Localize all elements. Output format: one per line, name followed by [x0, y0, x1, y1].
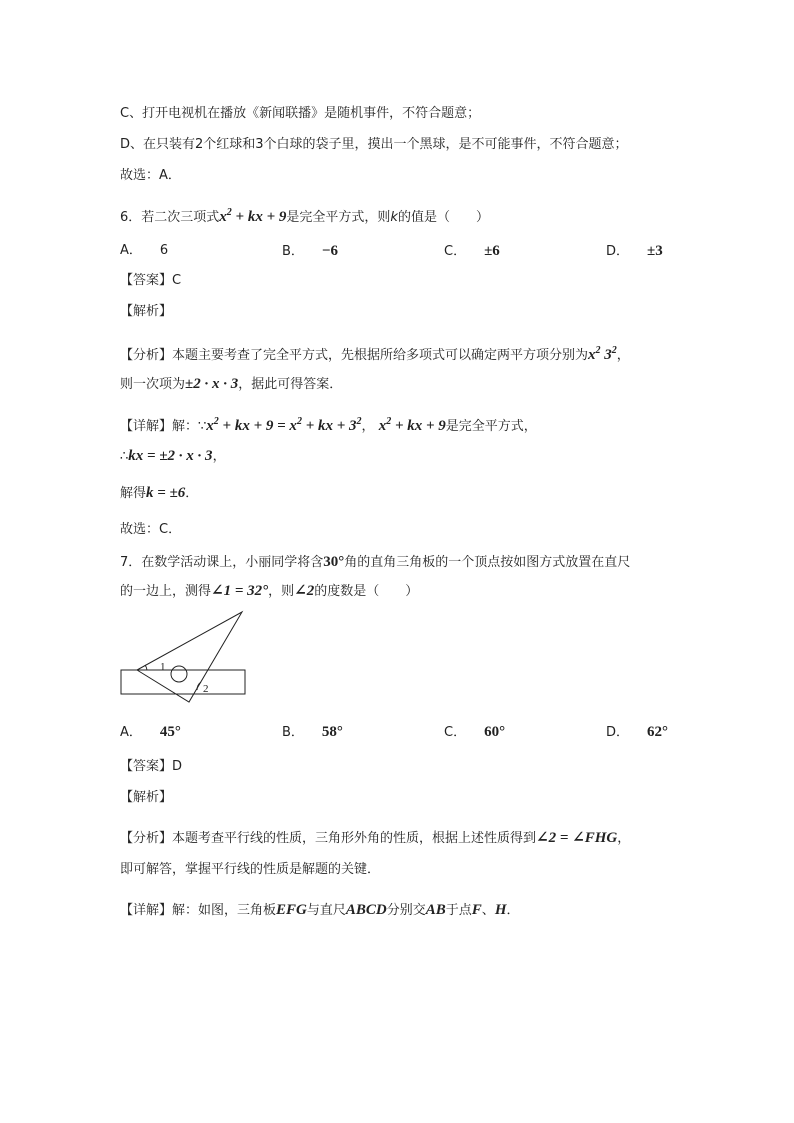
line-choose-a: 故选：A． [120, 168, 181, 183]
q6-therefore: ∴kx = ±2 · x · 3， [120, 448, 226, 464]
set-square [137, 612, 242, 702]
angle-2-label: 2 [203, 683, 209, 695]
set-square-hole [171, 666, 187, 682]
q6-detail: 【详解】解：$\because x^2$ + kx + $9 = x^2$ + kx + $3^2$， $x^2$ + kx + 9是完全平方式， [120, 416, 537, 434]
q7-analysis-head: 【解析】 [120, 790, 173, 805]
line-option-c: C、打开电视机在播放《新闻联播》是随机事件，不符合题意； [120, 106, 481, 121]
q7-detail: 【详解】解：如图，三角板EFG与直尺ABCD分别交AB于点F、H． [120, 902, 520, 918]
math-expr: $x^2$ + kx + 9 [219, 207, 287, 225]
angle-1-arc [145, 665, 147, 670]
q7-stem-1: 7．在数学活动课上，小丽同学将含30°角的直角三角板的一个顶点按如图方式放置在直尺 [120, 554, 631, 570]
q6-fenxi-1: 【分析】本题主要考查了完全平方式，先根据所给多项式可以确定两平方项分别为$x^2$ $3^2$， [120, 345, 630, 363]
q6-option-c[interactable]: C． ±6 [444, 243, 500, 259]
q6-fenxi-2: 则一次项为±2 · x · 3，据此可得答案． [120, 376, 343, 392]
angle-1-label: 1 [160, 661, 166, 673]
ruler [121, 670, 245, 694]
q7-stem-2: 的一边上，测得∠1 = 32°，则∠2的度数是（ ） [120, 583, 419, 599]
q7-fenxi-2: 即可解答，掌握平行线的性质是解题的关键． [120, 862, 381, 877]
line-option-d: D、在只装有2个红球和3个白球的袋子里，摸出一个黑球，是不可能事件，不符合题意； [120, 137, 628, 152]
q6-solve: 解得k = ±6． [120, 485, 199, 501]
q6-answer: 【答案】C [120, 273, 182, 288]
q7-option-c[interactable]: C． 60° [444, 724, 506, 740]
q7-option-b[interactable]: B． 58° [282, 724, 343, 740]
q7-option-d[interactable]: D． 62° [606, 724, 669, 740]
q6-choose: 故选：C． [120, 522, 182, 537]
q6-analysis-head: 【解析】 [120, 304, 173, 319]
q6-option-b[interactable]: B． −6 [282, 243, 338, 259]
q7-option-a[interactable]: A． 45° [120, 724, 181, 740]
q7-figure [115, 604, 255, 710]
q6-stem: 6．若二次三项式$x^2$ + kx + 9是完全平方式，则k的值是（ ） [120, 207, 489, 225]
q7-fenxi-1: 【分析】本题考查平行线的性质，三角形外角的性质，根据上述性质得到∠2 = ∠FHG， [120, 830, 631, 846]
q7-answer: 【答案】D [120, 759, 183, 774]
q6-option-d[interactable]: D． ±3 [606, 243, 663, 259]
q6-option-a[interactable]: A． 6 [120, 243, 169, 258]
